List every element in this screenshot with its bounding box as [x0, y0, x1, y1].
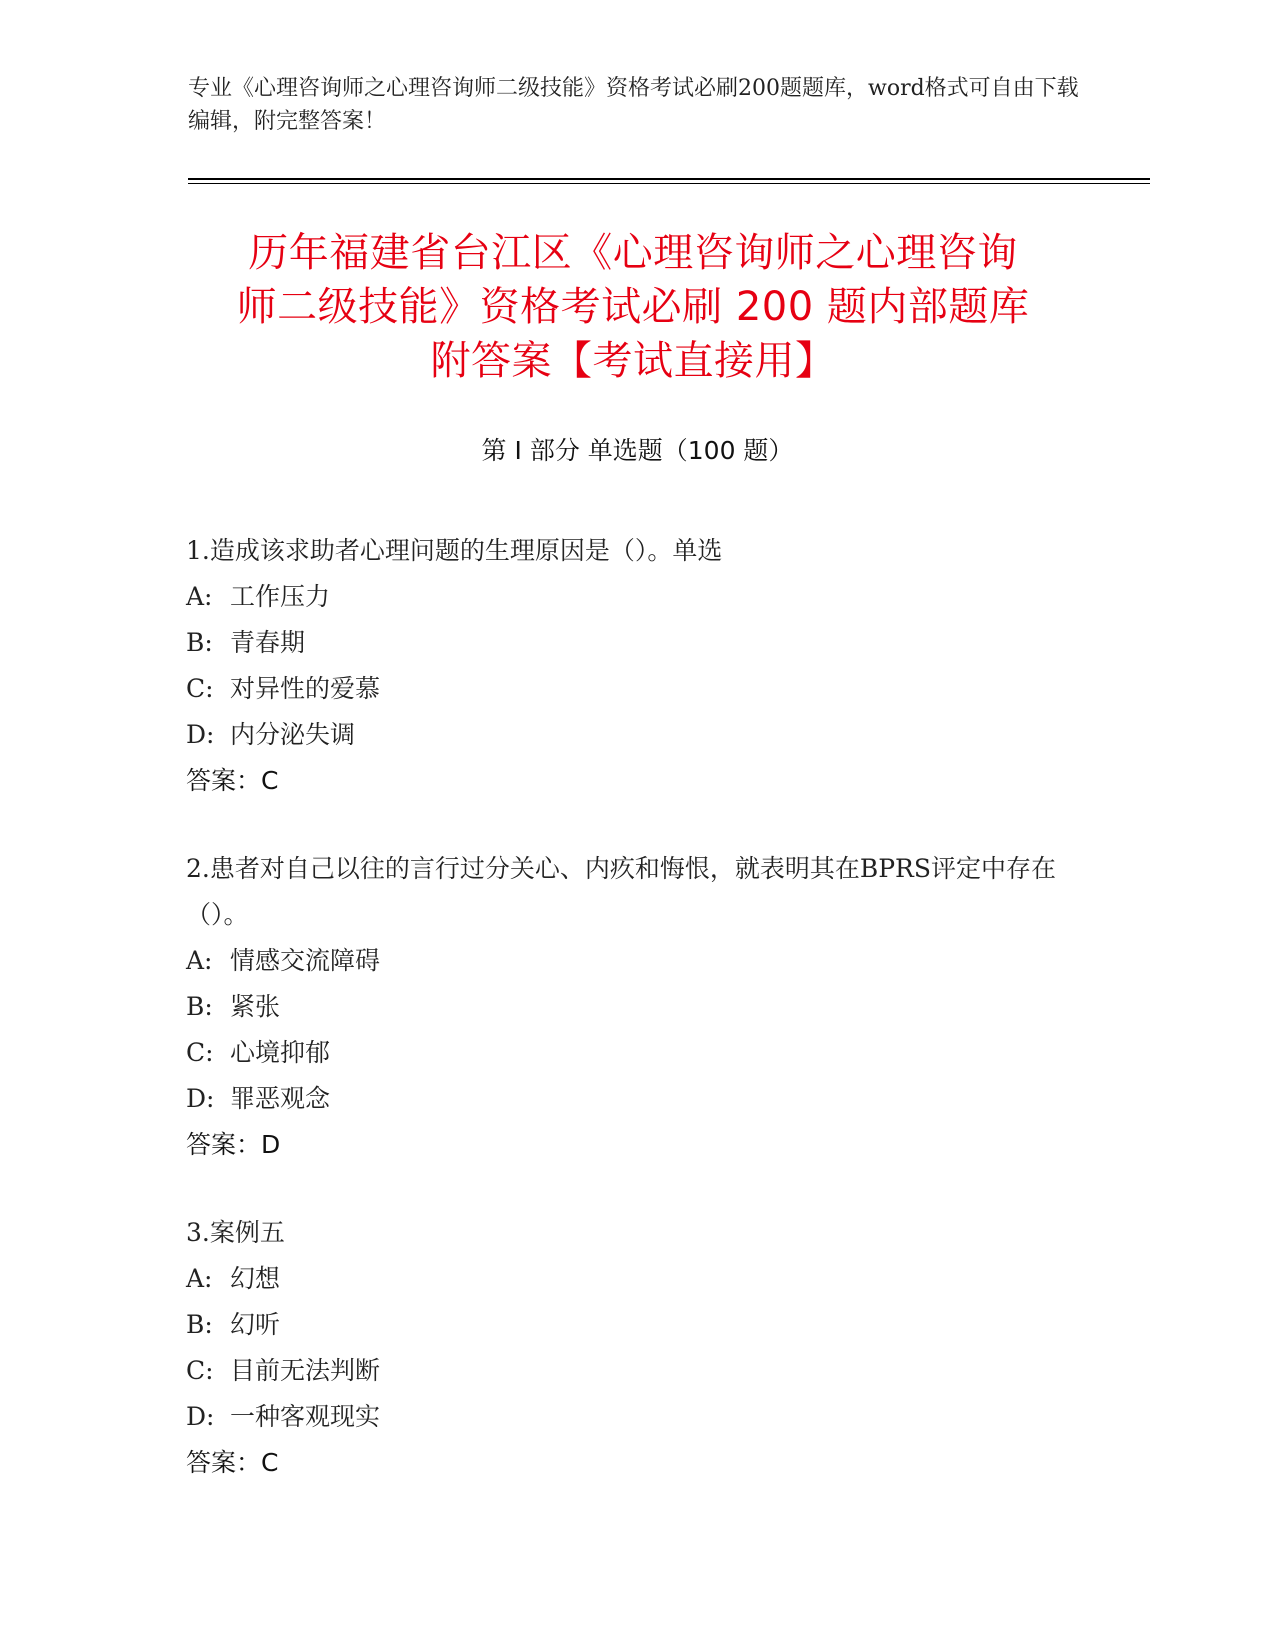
header-note: 专业《心理咨询师之心理咨询师二级技能》资格考试必刷200题题库，word格式可自由下载编辑，附完整答案！ [188, 76, 1079, 134]
option-text: 工作压力 [230, 582, 331, 611]
header-divider [188, 178, 1150, 184]
option-letter: B: [186, 628, 213, 657]
question-stem: 3.案例五 [186, 1218, 285, 1247]
option-c [186, 1348, 1086, 1394]
answer-line: 答案：C [186, 766, 279, 795]
option-text: 青春期 [230, 628, 306, 657]
option-b [186, 984, 1086, 1030]
option-letter: D: [186, 720, 215, 749]
option-a [186, 938, 1086, 984]
question-item [186, 1210, 1086, 1486]
question-stem: 2.患者对自己以往的言行过分关心、内疚和悔恨，就表明其在BPRS评定中存在（）。 [186, 854, 1056, 929]
document-title [188, 226, 1078, 388]
option-text: 幻听 [230, 1310, 281, 1339]
option-text: 对异性的爱慕 [230, 674, 381, 703]
option-text: 罪恶观念 [230, 1084, 331, 1113]
option-a [186, 1256, 1086, 1302]
option-text: 幻想 [230, 1264, 281, 1293]
option-text: 紧张 [230, 992, 281, 1021]
option-letter: B: [186, 1310, 213, 1339]
option-c [186, 1030, 1086, 1076]
option-letter: C: [186, 1038, 214, 1067]
option-b [186, 620, 1086, 666]
option-letter: A: [186, 582, 213, 611]
question-list [186, 528, 1086, 1486]
option-letter: D: [186, 1402, 215, 1431]
question-item [186, 846, 1086, 1168]
question-item [186, 528, 1086, 804]
option-text: 目前无法判断 [230, 1356, 381, 1385]
option-d [186, 712, 1086, 758]
title-line: 历年福建省台江区《心理咨询师之心理咨询 [248, 230, 1018, 276]
option-letter: B: [186, 992, 213, 1021]
option-a [186, 574, 1086, 620]
option-text: 情感交流障碍 [230, 946, 381, 975]
option-letter: A: [186, 1264, 213, 1293]
option-letter: A: [186, 946, 213, 975]
answer-line: 答案：D [186, 1130, 281, 1159]
option-c [186, 666, 1086, 712]
option-text: 心境抑郁 [230, 1038, 331, 1067]
option-letter: D: [186, 1084, 215, 1113]
option-text: 一种客观现实 [230, 1402, 381, 1431]
option-text: 内分泌失调 [230, 720, 356, 749]
option-letter: C: [186, 674, 214, 703]
title-line: 附答案【考试直接用】 [430, 338, 836, 384]
option-b [186, 1302, 1086, 1348]
answer-line: 答案：C [186, 1448, 279, 1477]
option-d [186, 1076, 1086, 1122]
title-line: 师二级技能》资格考试必刷 200 题内部题库 [236, 284, 1030, 330]
section-title: 第 I 部分 单选题（100 题） [481, 436, 794, 465]
option-letter: C: [186, 1356, 214, 1385]
option-d [186, 1394, 1086, 1440]
question-stem: 1.造成该求助者心理问题的生理原因是（）。单选 [186, 536, 723, 565]
